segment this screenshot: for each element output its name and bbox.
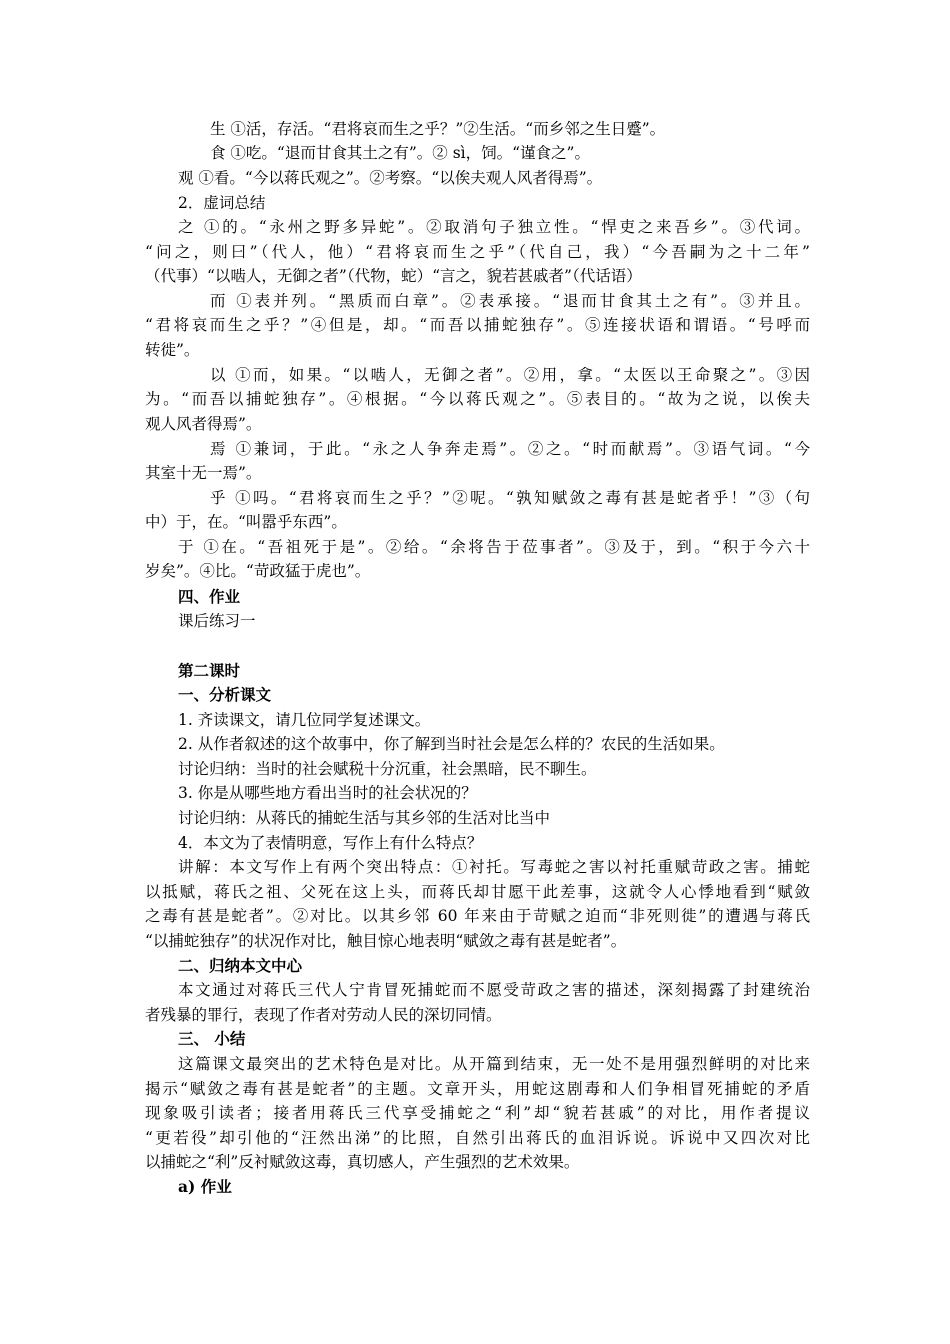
text-line: （代事）“以啮人，无御之者”（代物，蛇）“言之，貌若甚戚者”（代话语） <box>145 267 642 285</box>
text-line: 这篇课文最突出的艺术特色是对比。从开篇到结束，无一处不是用强烈鲜明的对比来 <box>178 1055 810 1073</box>
text-line: 转徙”。 <box>145 341 200 359</box>
text-line: 1. 齐读课文，请几位同学复述课文。 <box>178 711 431 729</box>
section-heading: 四、作业 <box>178 587 241 606</box>
section-heading: 二、归纳本文中心 <box>178 956 303 975</box>
text-line: 讨论归纳：从蒋氏的捕蛇生活与其乡邻的生活对比当中 <box>178 809 551 827</box>
text-line: 观人风者得焉”。 <box>145 415 262 433</box>
text-line: 现象吸引读者；接者用蒋氏三代享受捕蛇之“利”却“貌若甚戚”的对比，用作者提议 <box>145 1104 810 1122</box>
text-line: 岁矣”。④比。“苛政猛于虎也”。 <box>145 562 371 580</box>
text-line: 其室十无一焉”。 <box>145 464 262 482</box>
text-line: 观 ①看。“今以蒋氏观之”。②考察。“以俟夫观人风者得焉”。 <box>178 169 603 187</box>
text-line: 于 ①在。“吾祖死于是”。②给。“余将告于莅事者”。③及于，到。“积于今六十 <box>178 538 810 556</box>
text-line: 2. 从作者叙述的这个故事中，你了解到当时社会是怎么样的？农民的生活如果。 <box>178 735 725 753</box>
text-line: 食 ①吃。“退而甘食其土之有”。② sì，饲。“谨食之”。 <box>210 144 590 162</box>
text-line: 以捕蛇之“利”反衬赋敛这毒，真切感人，产生强烈的艺术效果。 <box>145 1153 580 1171</box>
text-line: “更若役”却引他的“汪然出涕”的比照，自然引出蒋氏的血泪诉说。诉说中又四次对比 <box>145 1129 810 1147</box>
text-line: 4．本文为了表情明意，写作上有什么特点？ <box>178 834 483 852</box>
section-heading: 三、 小结 <box>178 1029 246 1048</box>
text-line: 课后练习一 <box>178 612 256 630</box>
text-line: 以 ①而，如果。“以啮人，无御之者”。②用，拿。“太医以王命聚之”。③因 <box>210 366 810 384</box>
text-line: 揭示“赋敛之毒有甚是蛇者”的主题。文章开头，用蛇这剧毒和人们争相冒死捕蛇的矛盾 <box>145 1080 810 1098</box>
section-heading: 一、分析课文 <box>178 685 272 704</box>
text-line: “君将哀而生之乎？”④但是，却。“而吾以捕蛇独存”。⑤连接状语和谓语。“号呼而 <box>145 316 810 334</box>
text-line: 之毒有甚是蛇者”。②对比。以其乡邻 60 年来由于苛赋之迫而“非死则徙”的遭遇与蒋氏 <box>145 907 810 925</box>
text-line: 者残暴的罪行，表现了作者对劳动人民的深切同情。 <box>145 1006 502 1024</box>
section-heading: 第二课时 <box>178 661 241 680</box>
text-line: 焉 ①兼词，于此。“永之人争奔走焉”。②之。“时而献焉”。③语气词。“今 <box>210 440 810 458</box>
section-heading: a) 作业 <box>178 1177 232 1196</box>
text-line: 3. 你是从哪些地方看出当时的社会状况的？ <box>178 784 477 802</box>
text-line: 乎 ①吗。“君将哀而生之乎？”②呢。“孰知赋敛之毒有甚是蛇者乎！”③（句 <box>210 489 810 507</box>
text-line: 为。“而吾以捕蛇独存”。④根据。“今以蒋氏观之”。⑤表目的。“故为之说，以俟夫 <box>145 390 810 408</box>
text-line: 本文通过对蒋氏三代人宁肯冒死捕蛇而不愿受苛政之害的描述，深刻揭露了封建统治 <box>178 981 810 999</box>
text-line: 而 ①表并列。“黑质而白章”。②表承接。“退而甘食其土之有”。③并且。 <box>210 292 810 310</box>
text-line: 讲解：本文写作上有两个突出特点：①衬托。写毒蛇之害以衬托重赋苛政之害。捕蛇 <box>178 858 810 876</box>
text-line: 2．虚词总结 <box>178 194 266 212</box>
text-line: “问之，则曰”（代人，他）“君将哀而生之乎”（代自己，我）“今吾嗣为之十二年” <box>145 243 810 261</box>
text-line: 中）于，在。“叫嚣乎东西”。 <box>145 513 347 531</box>
text-line: 以抵赋，蒋氏之祖、父死在这上头，而蒋氏却甘愿干此差事，这就令人心悸地看到“赋敛 <box>145 883 810 901</box>
text-line: 之 ①的。“永州之野多异蛇”。②取消句子独立性。“悍吏之来吾乡”。③代词。 <box>178 218 810 236</box>
text-line: 生 ①活，存活。“君将哀而生之乎？”②生活。“而乡邻之生日蹙”。 <box>210 120 666 138</box>
text-line: “以捕蛇独存”的状况作对比，触目惊心地表明“赋敛之毒有甚是蛇者”。 <box>145 932 627 950</box>
text-line: 讨论归纳：当时的社会赋税十分沉重，社会黑暗，民不聊生。 <box>178 760 597 778</box>
